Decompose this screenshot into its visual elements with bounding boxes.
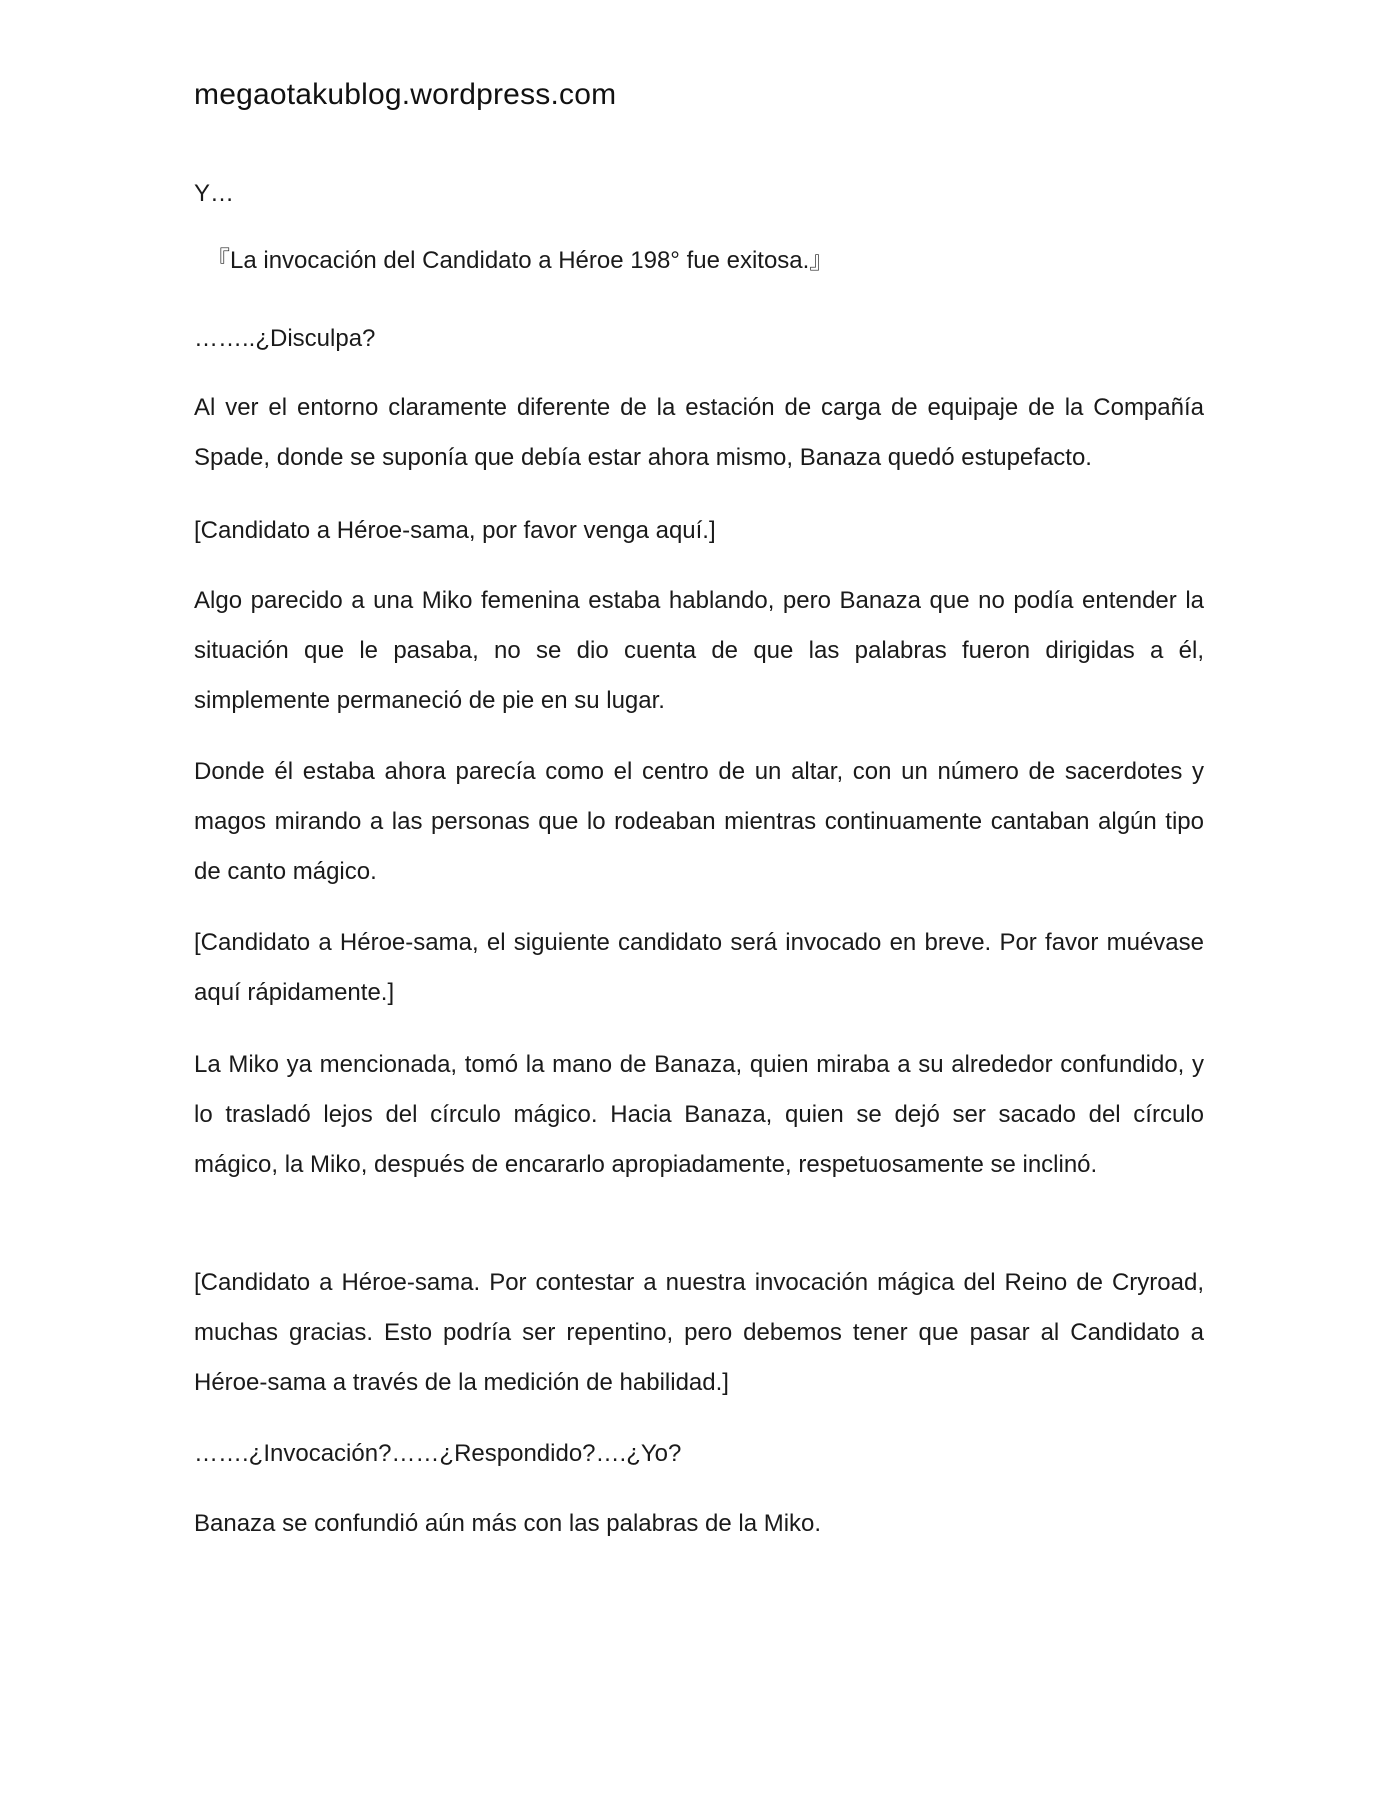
paragraph-1: Y… bbox=[194, 180, 235, 207]
site-header: megaotakublog.wordpress.com bbox=[194, 78, 617, 111]
paragraph-3: ……..¿Disculpa? bbox=[194, 325, 376, 352]
paragraph-2: 『La invocación del Candidato a Héroe 198° fue exitosa.』 bbox=[206, 247, 834, 274]
paragraph-11: …….¿Invocación?……¿Respondido?….¿Yo? bbox=[194, 1440, 682, 1467]
paragraph-5: [Candidato a Héroe-sama, por favor venga aquí.] bbox=[194, 517, 716, 544]
paragraph-12: Banaza se confundió aún más con las palabras de la Miko. bbox=[194, 1510, 822, 1537]
paragraph-7: Donde él estaba ahora parecía como el centro de un altar, con un número de sacerdotes y magos mirando a las personas que lo rodeaban mientras continuamente cantaban algún tipo de canto mágico. bbox=[194, 758, 1204, 885]
paragraph-6: Algo parecido a una Miko femenina estaba hablando, pero Banaza que no podía entender la situación que le pasaba, no se dio cuenta de que las palabras fueron dirigidas a él, simplemente permaneció de pie en su lugar. bbox=[194, 587, 1204, 714]
paragraph-9: La Miko ya mencionada, tomó la mano de Banaza, quien miraba a su alrededor confundido, y lo trasladó lejos del círculo mágico. Hacia Banaza, quien se dejó ser sacado del círculo mágico, la Miko, después de encararlo apropiadamente, respetuosamente se inclinó. bbox=[194, 1051, 1204, 1178]
paragraph-4: Al ver el entorno claramente diferente de la estación de carga de equipaje de la Compañía Spade, donde se suponía que debía estar ahora mismo, Banaza quedó estupefacto. bbox=[194, 394, 1204, 471]
paragraph-10: [Candidato a Héroe-sama. Por contestar a nuestra invocación mágica del Reino de Cryroad, muchas gracias. Esto podría ser repentino, pero debemos tener que pasar al Candidato a Héroe-sama a través de la medición de habilidad.] bbox=[194, 1269, 1204, 1396]
paragraph-8: [Candidato a Héroe-sama, el siguiente candidato será invocado en breve. Por favor muévase aquí rápidamente.] bbox=[194, 929, 1204, 1006]
